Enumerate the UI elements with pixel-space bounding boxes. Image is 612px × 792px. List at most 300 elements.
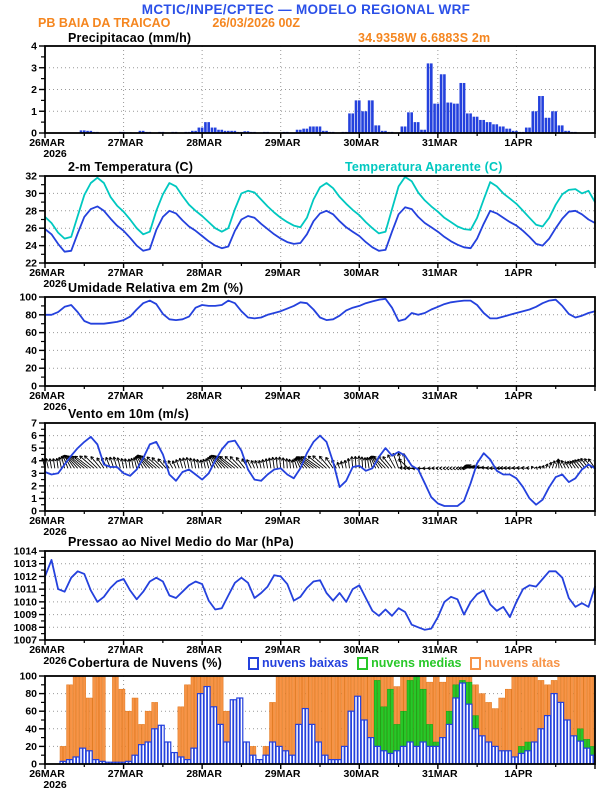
precip-bar xyxy=(548,118,551,133)
y-tick-label: 80 xyxy=(25,688,37,701)
precip-bar xyxy=(554,111,557,133)
wind-arrow xyxy=(275,457,278,468)
cloud-bar-nuvens-altas xyxy=(322,676,325,764)
cloud-bar-nuvens-baixas xyxy=(571,736,574,764)
cloud-bar-nuvens-baixas xyxy=(325,755,328,764)
precip-bar xyxy=(551,111,554,133)
wind-arrow xyxy=(182,458,186,469)
cloud-bar-nuvens-baixas xyxy=(83,748,86,764)
cloud-bar-nuvens-altas xyxy=(96,676,99,764)
x-tick-label: 31MAR xyxy=(422,137,458,149)
precip-bar xyxy=(466,113,469,133)
x-tick-label: 27MAR xyxy=(107,267,144,279)
cloud-bar-nuvens-altas xyxy=(70,685,73,764)
cloud-bar-nuvens-baixas xyxy=(289,755,292,764)
x-tick-label: 1APR xyxy=(504,390,533,402)
cloud-bar-nuvens-baixas xyxy=(397,751,400,764)
cloud-bar-nuvens-baixas xyxy=(538,729,541,764)
run-datetime: 26/03/2026 00Z xyxy=(212,16,300,30)
cloud-bar-nuvens-baixas xyxy=(148,742,151,764)
y-tick-label: 7 xyxy=(31,417,37,430)
wind-arrow xyxy=(196,459,199,468)
cloud-bar-nuvens-altas xyxy=(338,676,341,764)
cloud-bar-nuvens-baixas xyxy=(155,729,158,764)
cloud-bar-nuvens-baixas xyxy=(283,751,286,764)
precip-bar xyxy=(437,104,440,133)
cloud-bar-nuvens-baixas xyxy=(394,751,397,764)
x-tick-label: 26MAR xyxy=(29,644,65,656)
cloud-bar-nuvens-baixas xyxy=(489,742,492,764)
wind-arrow xyxy=(344,460,347,468)
wind-arrow xyxy=(200,460,203,468)
precip-bar xyxy=(450,103,453,133)
series-line-temperatura xyxy=(45,177,595,239)
precip-bar xyxy=(355,100,358,133)
y-tick-label: 40 xyxy=(25,723,37,736)
precip-bar xyxy=(361,111,364,133)
cloud-bar-nuvens-baixas xyxy=(574,736,577,764)
temperatura-aparente-label: Temperatura Aparente (C) xyxy=(345,160,503,174)
precip-bar xyxy=(558,125,561,133)
x-tick-label: 1APR xyxy=(504,267,533,279)
cloud-bar-nuvens-baixas xyxy=(414,746,417,764)
series-line-temperatura xyxy=(45,206,595,251)
cloud-bar-nuvens-altas xyxy=(122,689,125,764)
wind-arrow xyxy=(538,466,541,469)
cloud-bar-nuvens-altas xyxy=(119,689,122,764)
cloud-bar-nuvens-altas xyxy=(129,711,132,764)
cloud-bar-nuvens-baixas xyxy=(243,742,246,764)
panel-title-nuvens: Cobertura de Nuvens (%) xyxy=(68,656,222,670)
y-tick-label: 5 xyxy=(31,442,37,455)
cloud-bar-nuvens-baixas xyxy=(551,694,554,764)
wind-arrow xyxy=(534,467,537,470)
x-tick-label: 26MAR xyxy=(29,515,65,527)
cloud-bar-nuvens-altas xyxy=(181,707,184,764)
cloud-bar-nuvens-altas xyxy=(325,676,328,764)
cloud-bar-nuvens-altas xyxy=(188,685,191,764)
wind-arrow xyxy=(443,467,446,470)
wind-arrow xyxy=(347,458,350,468)
x-tick-label: 27MAR xyxy=(107,137,144,149)
x-tick-label: 30MAR xyxy=(343,390,380,402)
precip-bar xyxy=(365,111,368,133)
legend-nuvens-baixas xyxy=(248,656,348,670)
cloud-bar-nuvens-baixas xyxy=(518,753,521,764)
wind-arrow xyxy=(262,459,265,468)
precip-bar xyxy=(486,122,489,133)
cloud-bar-nuvens-baixas xyxy=(407,742,410,764)
cloud-bar-nuvens-baixas xyxy=(263,755,266,764)
cloud-bar-nuvens-baixas xyxy=(469,704,472,764)
y-tick-label: 20 xyxy=(25,740,37,753)
y-tick-label: 2 xyxy=(31,480,37,493)
x-tick-label: 28MAR xyxy=(186,644,222,656)
cloud-bar-nuvens-baixas xyxy=(237,698,240,764)
cloud-bar-nuvens-altas xyxy=(328,676,331,764)
cloud-bar-nuvens-baixas xyxy=(423,742,426,764)
cloud-bar-nuvens-altas xyxy=(289,676,292,764)
wind-arrow xyxy=(189,458,192,468)
cloud-bar-nuvens-baixas xyxy=(273,742,276,764)
nuvens-altas-swatch-icon xyxy=(470,657,481,670)
legend-label: nuvens altas xyxy=(484,656,561,670)
cloud-bar-nuvens-baixas xyxy=(217,724,220,764)
y-tick-label: 24 xyxy=(25,240,37,253)
y-tick-label: 1011 xyxy=(14,583,37,596)
y-tick-label: 1009 xyxy=(13,609,37,622)
x-tick-label: 31MAR xyxy=(422,768,458,780)
cloud-bar-nuvens-baixas xyxy=(371,738,374,764)
panel-title-umidade: Umidade Relativa em 2m (%) xyxy=(68,281,244,295)
wind-arrow xyxy=(549,462,552,468)
cloud-bar-nuvens-baixas xyxy=(165,742,168,764)
wind-arrow xyxy=(49,459,52,469)
wind-arrow xyxy=(278,457,281,469)
cloud-bar-nuvens-altas xyxy=(116,676,119,764)
cloud-bar-nuvens-altas xyxy=(99,676,102,764)
x-tick-label: 28MAR xyxy=(186,137,222,149)
wind-arrow xyxy=(193,459,196,469)
cloud-bar-nuvens-baixas xyxy=(181,757,184,764)
plot-frame xyxy=(45,551,595,640)
wind-arrow xyxy=(179,458,183,468)
wind-arrow xyxy=(432,467,435,470)
x-tick-label: 1APR xyxy=(504,644,533,656)
cloud-bar-nuvens-baixas xyxy=(417,746,420,764)
x-tick-label: 29MAR xyxy=(264,515,301,527)
cloud-bar-nuvens-baixas xyxy=(505,751,508,764)
cloud-bar-nuvens-baixas xyxy=(476,729,479,764)
cloud-bar-nuvens-baixas xyxy=(201,694,204,764)
cloud-bar-nuvens-baixas xyxy=(319,742,322,764)
x-tick-label: 29MAR xyxy=(264,644,301,656)
precip-bar xyxy=(531,111,534,133)
cloud-bar-nuvens-baixas xyxy=(463,683,466,764)
precip-bar xyxy=(479,120,482,133)
cloud-bar-nuvens-altas xyxy=(184,685,187,764)
x-tick-label: 31MAR xyxy=(422,390,458,402)
x-tick-label: 29MAR xyxy=(264,137,301,149)
precip-bar xyxy=(456,104,459,133)
cloud-bar-nuvens-baixas xyxy=(499,751,502,764)
location-label: 34.9358W 6.6883S 2m xyxy=(358,31,491,45)
precip-bar xyxy=(430,63,433,133)
cloud-bar-nuvens-baixas xyxy=(515,757,518,764)
wind-arrow xyxy=(439,467,442,470)
cloud-bar-nuvens-altas xyxy=(292,676,295,764)
precip-bar xyxy=(204,122,207,133)
cloud-bar-nuvens-altas xyxy=(332,676,335,764)
cloud-bar-nuvens-baixas xyxy=(433,746,436,764)
cloud-bar-nuvens-baixas xyxy=(581,741,584,764)
wind-arrow xyxy=(52,458,55,468)
cloud-bar-nuvens-baixas xyxy=(473,729,476,764)
cloud-bar-nuvens-altas xyxy=(512,676,515,764)
cloud-bar-nuvens-baixas xyxy=(227,742,230,764)
cloud-bar-nuvens-baixas xyxy=(584,748,587,764)
precip-bar xyxy=(207,122,210,133)
precip-bar xyxy=(414,122,417,133)
cloud-bar-nuvens-baixas xyxy=(224,742,227,764)
cloud-bar-nuvens-baixas xyxy=(430,746,433,764)
cloud-bar-nuvens-baixas xyxy=(443,738,446,764)
panel-title-pressao: Pressao ao Nivel Medio do Mar (hPa) xyxy=(68,535,294,549)
y-tick-label: 1014 xyxy=(13,545,37,558)
cloud-bar-nuvens-baixas xyxy=(207,687,210,764)
cloud-bar-nuvens-baixas xyxy=(577,741,580,764)
cloud-bar-nuvens-baixas xyxy=(299,724,302,764)
cloud-bar-nuvens-baixas xyxy=(315,742,318,764)
cloud-bar-nuvens-baixas xyxy=(158,725,161,764)
precip-bar xyxy=(446,103,449,133)
y-tick-label: 100 xyxy=(19,670,37,683)
cloud-bar-nuvens-baixas xyxy=(142,745,145,764)
x-tick-label: 30MAR xyxy=(343,515,380,527)
cloud-bar-nuvens-altas xyxy=(112,676,115,764)
wind-arrow xyxy=(428,467,432,470)
x-tick-label: 27MAR xyxy=(107,768,144,780)
x-tick-label: 28MAR xyxy=(186,768,222,780)
cloud-bar-nuvens-baixas xyxy=(348,711,351,764)
model-title: MCTIC/INPE/CPTEC — MODELO REGIONAL WRF xyxy=(141,2,471,17)
y-tick-label: 100 xyxy=(19,291,37,304)
precip-bar xyxy=(401,126,404,133)
cloud-bar-nuvens-baixas xyxy=(450,724,453,764)
precip-bar xyxy=(443,74,446,133)
y-tick-label: 40 xyxy=(25,344,37,357)
cloud-bar-nuvens-baixas xyxy=(211,707,214,764)
cloud-bar-nuvens-baixas xyxy=(459,683,462,764)
cloud-bar-nuvens-baixas xyxy=(145,742,148,764)
y-tick-label: 26 xyxy=(25,222,37,235)
x-tick-label: 29MAR xyxy=(264,267,301,279)
cloud-bar-nuvens-baixas xyxy=(240,698,243,764)
cloud-bar-nuvens-baixas xyxy=(554,694,557,764)
cloud-bar-nuvens-baixas xyxy=(535,742,538,764)
cloud-bar-nuvens-baixas xyxy=(302,709,305,764)
cloud-bar-nuvens-baixas xyxy=(152,729,155,764)
cloud-bar-nuvens-baixas xyxy=(486,742,489,764)
cloud-bar-nuvens-altas xyxy=(76,676,79,764)
cloud-bar-nuvens-baixas xyxy=(132,755,135,764)
cloud-bar-nuvens-baixas xyxy=(561,702,564,764)
plot-frame xyxy=(45,297,595,386)
x-tick-label: 1APR xyxy=(504,515,533,527)
x-year-label: 2026 xyxy=(43,148,67,160)
cloud-bar-nuvens-baixas xyxy=(404,746,407,764)
y-tick-label: 3 xyxy=(31,62,37,75)
precip-bar xyxy=(541,96,544,133)
x-tick-label: 26MAR xyxy=(29,267,65,279)
x-tick-label: 27MAR xyxy=(107,644,144,656)
y-tick-label: 6 xyxy=(31,430,37,443)
legend-nuvens-medias xyxy=(357,656,461,670)
cloud-bar-nuvens-baixas xyxy=(525,751,528,764)
cloud-bar-nuvens-baixas xyxy=(139,745,142,764)
cloud-bar-nuvens-baixas xyxy=(89,751,92,764)
cloud-bar-nuvens-baixas xyxy=(198,694,201,764)
y-tick-label: 1 xyxy=(31,105,37,118)
wind-arrow xyxy=(255,460,258,468)
precip-bar xyxy=(492,124,495,133)
wind-arrow xyxy=(459,467,462,470)
wind-arrow xyxy=(436,467,439,470)
precip-bar xyxy=(453,104,456,133)
cloud-bar-nuvens-baixas xyxy=(135,755,138,764)
precip-bar xyxy=(417,122,420,133)
cloud-bar-nuvens-altas xyxy=(132,698,135,764)
cloud-bar-nuvens-baixas xyxy=(440,738,443,764)
cloud-bar-nuvens-baixas xyxy=(80,748,83,764)
y-tick-label: 80 xyxy=(25,309,37,322)
cloud-bar-nuvens-baixas xyxy=(495,746,498,764)
precip-bar xyxy=(476,117,479,133)
cloud-bar-nuvens-baixas xyxy=(76,757,79,764)
station-name: PB BAIA DA TRAICAO xyxy=(38,16,171,30)
cloud-bar-nuvens-baixas xyxy=(342,746,345,764)
cloud-bar-nuvens-baixas xyxy=(345,746,348,764)
precip-bar xyxy=(351,113,354,133)
x-year-label: 2026 xyxy=(43,278,67,290)
cloud-bar-nuvens-altas xyxy=(73,676,76,764)
cloud-bar-nuvens-baixas xyxy=(253,755,256,764)
precip-bar xyxy=(348,113,351,133)
y-tick-label: 0 xyxy=(31,505,37,518)
legend-nuvens-altas xyxy=(470,656,560,670)
precip-bar xyxy=(482,120,485,133)
cloud-bar-nuvens-baixas xyxy=(361,720,364,764)
y-tick-label: 4 xyxy=(31,40,37,53)
precip-bar xyxy=(499,126,502,133)
x-tick-label: 27MAR xyxy=(107,390,144,402)
x-year-label: 2026 xyxy=(43,655,67,667)
cloud-bar-nuvens-altas xyxy=(93,676,96,764)
cloud-bar-nuvens-baixas xyxy=(564,720,567,764)
wind-arrow xyxy=(526,467,529,470)
cloud-bar-nuvens-baixas xyxy=(230,700,233,764)
x-tick-label: 28MAR xyxy=(186,515,222,527)
y-tick-label: 32 xyxy=(25,170,37,183)
cloud-bar-nuvens-baixas xyxy=(247,742,250,764)
precip-bar xyxy=(561,125,564,133)
x-tick-label: 30MAR xyxy=(343,267,380,279)
cloud-bar-nuvens-baixas xyxy=(391,753,394,764)
x-tick-label: 30MAR xyxy=(343,137,380,149)
wind-arrow xyxy=(265,459,268,469)
series-line-pressao xyxy=(45,560,595,630)
wind-arrow xyxy=(340,461,343,468)
cloud-bar-nuvens-altas xyxy=(335,676,338,764)
x-tick-label: 29MAR xyxy=(264,768,301,780)
series-line-umidade xyxy=(45,299,595,324)
y-tick-label: 1007 xyxy=(13,634,37,647)
cloud-bar-nuvens-baixas xyxy=(309,724,312,764)
cloud-bar-nuvens-altas xyxy=(135,698,138,764)
precip-bar xyxy=(315,126,318,133)
cloud-bar-nuvens-baixas xyxy=(400,746,403,764)
cloud-bar-nuvens-baixas xyxy=(86,751,89,764)
precip-bar xyxy=(358,100,361,133)
cloud-bar-nuvens-baixas xyxy=(374,746,377,764)
cloud-bar-nuvens-altas xyxy=(67,685,70,764)
y-tick-label: 1013 xyxy=(13,558,37,571)
wind-arrow xyxy=(446,467,449,470)
precip-bar xyxy=(469,113,472,133)
x-tick-label: 31MAR xyxy=(422,267,458,279)
wind-arrow xyxy=(552,461,555,469)
cloud-bar-nuvens-baixas xyxy=(168,742,171,764)
x-year-label: 2026 xyxy=(43,401,67,413)
cloud-bar-nuvens-baixas xyxy=(292,755,295,764)
cloud-bar-nuvens-baixas xyxy=(590,755,593,764)
cloud-bar-nuvens-baixas xyxy=(387,753,390,764)
panel-title-vento: Vento em 10m (m/s) xyxy=(68,407,190,421)
x-tick-label: 28MAR xyxy=(186,390,222,402)
y-tick-label: 28 xyxy=(25,205,37,218)
cloud-bar-nuvens-baixas xyxy=(548,716,551,764)
cloud-bar-nuvens-altas xyxy=(125,711,128,764)
precip-bar xyxy=(407,112,410,133)
y-tick-label: 1012 xyxy=(13,570,37,583)
x-tick-label: 30MAR xyxy=(343,768,380,780)
precip-bar xyxy=(319,126,322,133)
cloud-bar-nuvens-baixas xyxy=(437,746,440,764)
plot-frame xyxy=(45,46,595,133)
cloud-bar-nuvens-baixas xyxy=(286,751,289,764)
wind-arrow xyxy=(282,458,285,469)
cloud-bar-nuvens-baixas xyxy=(250,755,253,764)
legend-label: nuvens baixas xyxy=(262,656,349,670)
y-tick-label: 0 xyxy=(31,758,37,771)
y-tick-label: 1008 xyxy=(13,621,37,634)
wind-arrow xyxy=(337,462,340,468)
precip-bar xyxy=(312,126,315,133)
x-tick-label: 1APR xyxy=(504,768,533,780)
cloud-bar-nuvens-baixas xyxy=(358,696,361,764)
cloud-bar-nuvens-medias xyxy=(387,689,390,764)
cloud-bar-nuvens-baixas xyxy=(522,753,525,764)
panel-title-temperatura: 2-m Temperatura (C) xyxy=(68,160,194,174)
x-tick-label: 26MAR xyxy=(29,390,65,402)
cloud-bar-nuvens-baixas xyxy=(322,755,325,764)
cloud-bar-nuvens-baixas xyxy=(368,738,371,764)
cloud-bar-nuvens-baixas xyxy=(214,707,217,764)
wind-arrow xyxy=(258,460,261,468)
cloud-bar-nuvens-baixas xyxy=(466,704,469,764)
y-tick-label: 2 xyxy=(31,84,37,96)
cloud-legend xyxy=(248,656,560,670)
cloud-bar-nuvens-baixas xyxy=(234,700,237,764)
cloud-bar-nuvens-baixas xyxy=(453,698,456,764)
x-tick-label: 29MAR xyxy=(264,390,301,402)
x-year-label: 2026 xyxy=(43,779,67,791)
precip-bar xyxy=(368,100,371,133)
cloud-bar-nuvens-baixas xyxy=(479,736,482,764)
wind-arrow xyxy=(251,460,255,468)
cloud-bar-nuvens-baixas xyxy=(378,746,381,764)
cloud-bar-nuvens-baixas xyxy=(567,720,570,764)
x-tick-label: 31MAR xyxy=(422,515,458,527)
cloud-bar-nuvens-baixas xyxy=(384,751,387,764)
cloud-bar-nuvens-baixas xyxy=(427,746,430,764)
cloud-bar-nuvens-baixas xyxy=(492,746,495,764)
precip-bar xyxy=(378,125,381,133)
precip-bar xyxy=(463,83,466,133)
cloud-bar-nuvens-baixas xyxy=(509,751,512,764)
cloud-bar-nuvens-baixas xyxy=(446,724,449,764)
cloud-bar-nuvens-baixas xyxy=(171,753,174,764)
